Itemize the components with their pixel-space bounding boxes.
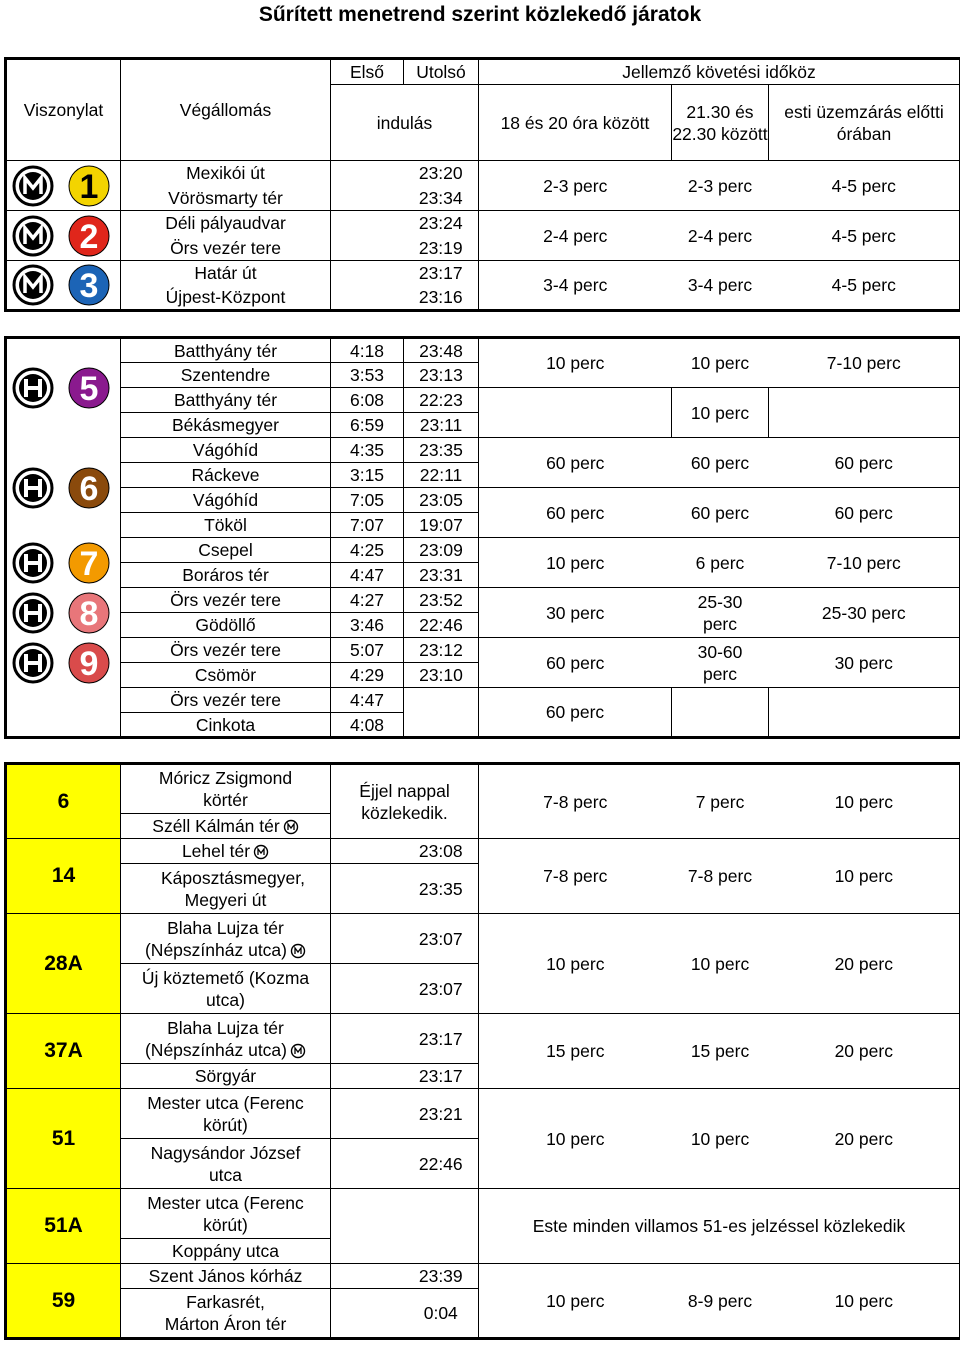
tram-stop: Blaha Lujza tér (Népszínház utca)	[144, 1017, 287, 1060]
hev-stop: Békásmegyer	[121, 413, 331, 438]
hev-stop: Tököl	[121, 513, 331, 538]
header-indulas: indulás	[331, 85, 479, 161]
tram-stop: Sörgyár	[121, 1064, 331, 1089]
hev-5-icon	[6, 338, 121, 438]
gap-value: 25-30 perc	[769, 588, 960, 638]
header-vegallomas: Végállomás	[121, 59, 331, 161]
gap-value: 60 perc	[769, 488, 960, 538]
header-col1: 18 és 20 óra között	[479, 85, 672, 161]
metro-stop: Déli pályaudvar	[121, 211, 331, 236]
hev-8-icon	[6, 588, 121, 638]
gap-value: 10 perc	[479, 538, 672, 588]
gap-value: 10 perc	[769, 839, 960, 914]
tram-stop: Mester utca (Ferenc körút)	[121, 1089, 331, 1139]
gap-value: 7 perc	[672, 764, 769, 839]
last-departure: 23:07	[404, 914, 479, 964]
first-departure: 4:35	[331, 438, 404, 463]
first-departure: 4:47	[331, 688, 404, 713]
gap-value: 2-3 perc	[672, 161, 769, 211]
tram-stop: Blaha Lujza tér (Népszínház utca)	[144, 917, 287, 960]
metro-transfer-icon	[283, 819, 299, 835]
metro-table	[4, 57, 960, 312]
gap-value: 20 perc	[769, 1089, 960, 1189]
gap-value: 15 perc	[672, 1014, 769, 1089]
tram-stop-cell	[121, 1014, 331, 1064]
gap-value: 20 perc	[769, 1014, 960, 1089]
hev-stop: Csömör	[121, 663, 331, 688]
first-departure: 6:08	[331, 388, 404, 413]
last-departure: 23:10	[404, 663, 479, 688]
line-number: 28A	[6, 914, 121, 1014]
tram-stop: Káposztásmegyer, Megyeri út	[121, 864, 331, 914]
last-departure: 23:05	[404, 488, 479, 513]
last-departure: 23:52	[404, 588, 479, 613]
line-number-glyph: 7	[79, 544, 99, 583]
gap-value: 3-4 perc	[479, 261, 672, 311]
gap-value: 10 perc	[479, 914, 672, 1014]
last-departure: 23:39	[404, 1264, 479, 1289]
gap-value: 60 perc	[479, 438, 672, 488]
last-departure: 23:20	[404, 161, 479, 186]
hev-stop: Örs vezér tere	[121, 688, 331, 713]
line-number: 37A	[6, 1014, 121, 1089]
hev-stop: Vágóhíd	[121, 438, 331, 463]
metro-1-icon	[6, 161, 121, 211]
gap-value: 60 perc	[769, 438, 960, 488]
hev-6-icon	[6, 438, 121, 538]
tram-note: Este minden villamos 51-es jelzéssel közlekedik	[479, 1189, 960, 1264]
first-departure: 3:46	[331, 613, 404, 638]
last-departure: 23:21	[404, 1089, 479, 1139]
line-number-glyph: 1	[79, 167, 99, 206]
tram-stop: Koppány utca	[121, 1239, 331, 1264]
hev-stop: Csepel	[121, 538, 331, 563]
first-departure: 3:53	[331, 363, 404, 388]
first-departure: 4:27	[331, 588, 404, 613]
metro-stop: Határ út	[121, 261, 331, 286]
gap-value: 7-10 perc	[769, 338, 960, 388]
hev-stop: Batthyány tér	[121, 388, 331, 413]
last-departure: 22:46	[404, 1139, 479, 1189]
hev-stop: Örs vezér tere	[121, 588, 331, 613]
tram-table	[4, 762, 960, 1340]
line-number-glyph: 3	[79, 267, 99, 305]
last-departure: 23:16	[404, 286, 479, 311]
tram-stop-cell	[121, 814, 331, 839]
hev-7-icon	[6, 538, 121, 588]
last-departure: 23:12	[404, 638, 479, 663]
gap-value: 2-4 perc	[672, 211, 769, 261]
last-departure: 22:46	[404, 613, 479, 638]
gap-value: 60 perc	[479, 688, 672, 738]
hev-9-icon	[6, 638, 121, 738]
metro-transfer-icon	[290, 943, 306, 959]
last-departure: 23:48	[404, 338, 479, 363]
gap-value: 10 perc	[672, 914, 769, 1014]
first-departure: 3:15	[331, 463, 404, 488]
gap-value: 30-60 perc	[672, 638, 769, 688]
line-number: 59	[6, 1264, 121, 1339]
first-departure: 4:18	[331, 338, 404, 363]
last-departure: 23:07	[404, 964, 479, 1014]
gap-value: 7-10 perc	[769, 538, 960, 588]
header-col2: 21.30 és 22.30 között	[672, 85, 769, 161]
tram-stop: Lehel tér	[181, 841, 251, 861]
hev-stop: Gödöllő	[121, 613, 331, 638]
gap-value: 15 perc	[479, 1014, 672, 1089]
line-number: 51A	[6, 1189, 121, 1264]
header-utolso: Utolsó	[404, 59, 479, 85]
last-departure: 22:11	[404, 463, 479, 488]
metro-transfer-icon	[253, 844, 269, 860]
gap-value: 4-5 perc	[769, 261, 960, 311]
hev-stop: Örs vezér tere	[121, 638, 331, 663]
metro-stop: Vörösmarty tér	[121, 186, 331, 211]
gap-value: 10 perc	[479, 338, 672, 388]
tram-stop: Nagysándor József utca	[121, 1139, 331, 1189]
gap-value: 60 perc	[479, 488, 672, 538]
gap-value: 30 perc	[479, 588, 672, 638]
gap-value: 30 perc	[769, 638, 960, 688]
gap-value: 6 perc	[672, 538, 769, 588]
last-departure: 23:35	[404, 438, 479, 463]
first-departure: 7:05	[331, 488, 404, 513]
header-col3: esti üzemzárás előtti órában	[769, 85, 960, 161]
gap-value: 10 perc	[479, 1264, 672, 1339]
metro-2-icon	[6, 211, 121, 261]
last-departure: 0:04	[404, 1289, 479, 1339]
hev-stop: Boráros tér	[121, 563, 331, 588]
metro-transfer-icon	[290, 1043, 306, 1059]
gap-value: 2-4 perc	[479, 211, 672, 261]
last-departure: 23:24	[404, 211, 479, 236]
first-departure: 4:25	[331, 538, 404, 563]
metro-stop: Örs vezér tere	[121, 236, 331, 261]
gap-value: 20 perc	[769, 914, 960, 1014]
hev-stop: Vágóhíd	[121, 488, 331, 513]
first-departure: 4:08	[331, 713, 404, 738]
gap-value: 4-5 perc	[769, 161, 960, 211]
gap-value: 25-30 perc	[672, 588, 769, 638]
gap-value: 8-9 perc	[672, 1264, 769, 1339]
tram-stop: Mester utca (Ferenc körút)	[121, 1189, 331, 1239]
line-number-glyph: 9	[79, 644, 99, 683]
last-departure: 23:08	[404, 839, 479, 864]
gap-value: 2-3 perc	[479, 161, 672, 211]
gap-value: 10 perc	[672, 388, 769, 438]
tram-stop: Szent János kórház	[121, 1264, 331, 1289]
metro-3-icon	[6, 261, 121, 311]
last-departure: 19:07	[404, 513, 479, 538]
hev-stop: Ráckeve	[121, 463, 331, 488]
tram-stop: Új köztemető (Kozma utca)	[121, 964, 331, 1014]
tram-stop: Farkasrét, Márton Áron tér	[121, 1289, 331, 1339]
gap-value: 60 perc	[479, 638, 672, 688]
gap-value: 3-4 perc	[672, 261, 769, 311]
hev-table	[4, 336, 960, 739]
hev-stop: Batthyány tér	[121, 338, 331, 363]
last-departure: 23:13	[404, 363, 479, 388]
line-number-glyph: 8	[79, 594, 99, 633]
gap-value: 60 perc	[672, 488, 769, 538]
line-number-glyph: 5	[79, 370, 99, 409]
tram-stop: Széll Kálmán tér	[152, 816, 280, 836]
last-departure: 23:19	[404, 236, 479, 261]
header-elso: Első	[331, 59, 404, 85]
gap-value: 10 perc	[672, 338, 769, 388]
gap-value: 10 perc	[672, 1089, 769, 1189]
last-departure: 23:11	[404, 413, 479, 438]
last-departure: 23:17	[404, 1064, 479, 1089]
gap-value: 10 perc	[479, 1089, 672, 1189]
tram-note: Éjjel nappal közlekedik.	[331, 764, 479, 839]
line-number: 6	[6, 764, 121, 839]
last-departure: 23:09	[404, 538, 479, 563]
line-number-glyph: 6	[79, 469, 99, 508]
last-departure: 23:31	[404, 563, 479, 588]
last-departure: 23:17	[404, 261, 479, 286]
hev-stop: Cinkota	[121, 713, 331, 738]
last-departure: 23:17	[404, 1014, 479, 1064]
page-title: Sűrített menetrend szerint közlekedő járatok	[258, 3, 702, 26]
first-departure: 6:59	[331, 413, 404, 438]
gap-value: 60 perc	[672, 438, 769, 488]
gap-value: 7-8 perc	[479, 839, 672, 914]
tram-stop-cell	[121, 839, 331, 864]
first-departure: 4:47	[331, 563, 404, 588]
tram-stop-cell	[121, 914, 331, 964]
gap-value: 10 perc	[769, 1264, 960, 1339]
tram-stop: Móricz Zsigmond körtér	[121, 764, 331, 814]
gap-value: 7-8 perc	[479, 764, 672, 839]
gap-value: 4-5 perc	[769, 211, 960, 261]
line-number: 14	[6, 839, 121, 914]
first-departure: 5:07	[331, 638, 404, 663]
metro-stop: Újpest-Központ	[121, 286, 331, 311]
first-departure: 7:07	[331, 513, 404, 538]
gap-value: 10 perc	[769, 764, 960, 839]
line-number-glyph: 2	[79, 217, 99, 256]
first-departure: 4:29	[331, 663, 404, 688]
hev-stop: Szentendre	[121, 363, 331, 388]
line-number: 51	[6, 1089, 121, 1189]
header-viszonylat: Viszonylat	[6, 59, 121, 161]
last-departure: 23:34	[404, 186, 479, 211]
last-departure: 22:23	[404, 388, 479, 413]
gap-value: 7-8 perc	[672, 839, 769, 914]
header-jellemzo: Jellemző követési időköz	[479, 59, 960, 85]
last-departure: 23:35	[404, 864, 479, 914]
metro-stop: Mexikói út	[121, 161, 331, 186]
